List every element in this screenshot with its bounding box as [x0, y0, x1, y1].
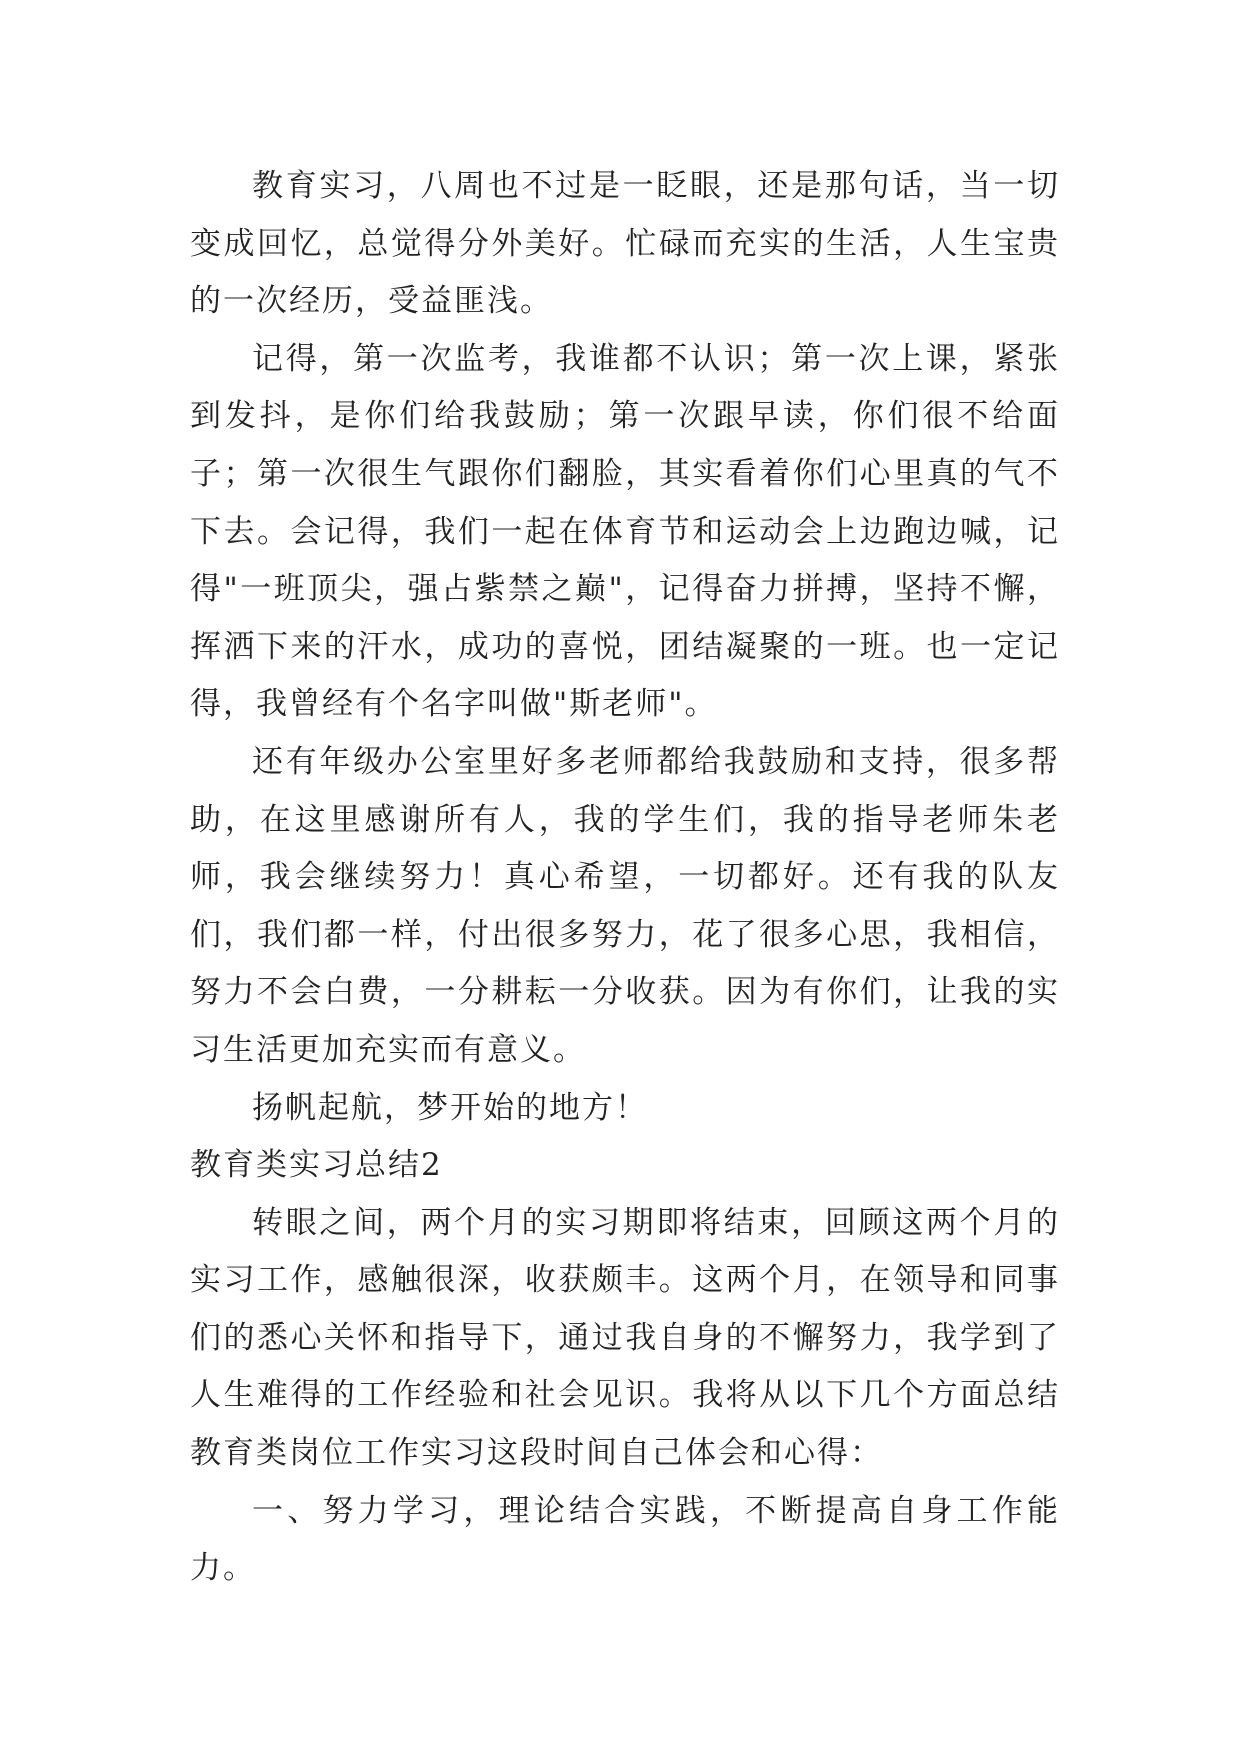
paragraph: 扬帆起航，梦开始的地方！	[252, 1089, 648, 1126]
document-body	[190, 158, 1060, 1598]
paragraph: 记得，第一次监考，我谁都不认识；第一次上课，紧张到发抖，是你们给我鼓励；第一次跟早读，你们很不给面子；第一次很生气跟你们翻脸，其实看着你们心里真的气不下去。会记得，我们一起在体育节和运动会上边跑边喊，记得"一班顶尖，强占紫禁之巅"，记得奋力拼搏，坚持不懈，挥洒下来的汗水，成功的喜悦，团结凝聚的一班。也一定记得，我曾经有个名字叫做"斯老师"。	[190, 340, 1060, 723]
paragraph: 教育实习，八周也不过是一眨眼，还是那句话，当一切变成回忆，总觉得分外美好。忙碌而充实的生活，人生宝贵的一次经历，受益匪浅。	[190, 168, 1060, 320]
paragraph: 还有年级办公室里好多老师都给我鼓励和支持，很多帮助，在这里感谢所有人，我的学生们，我的指导老师朱老师，我会继续努力！真心希望，一切都好。还有我的队友们，我们都一样，付出很多努力，花了很多心思，我相信，努力不会白费，一分耕耘一分收获。因为有你们，让我的实习生活更加充实而有意义。	[190, 743, 1060, 1068]
section-heading: 教育类实习总结2	[190, 1147, 443, 1184]
paragraph: 转眼之间，两个月的实习期即将结束，回顾这两个月的实习工作，感触很深，收获颇丰。这两个月，在领导和同事们的悉心关怀和指导下，通过我自身的不懈努力，我学到了人生难得的工作经验和社会见识。我将从以下几个方面总结教育类岗位工作实习这段时间自己体会和心得：	[190, 1204, 1060, 1472]
paragraph: 一、努力学习，理论结合实践，不断提高自身工作能力。	[190, 1492, 1060, 1587]
